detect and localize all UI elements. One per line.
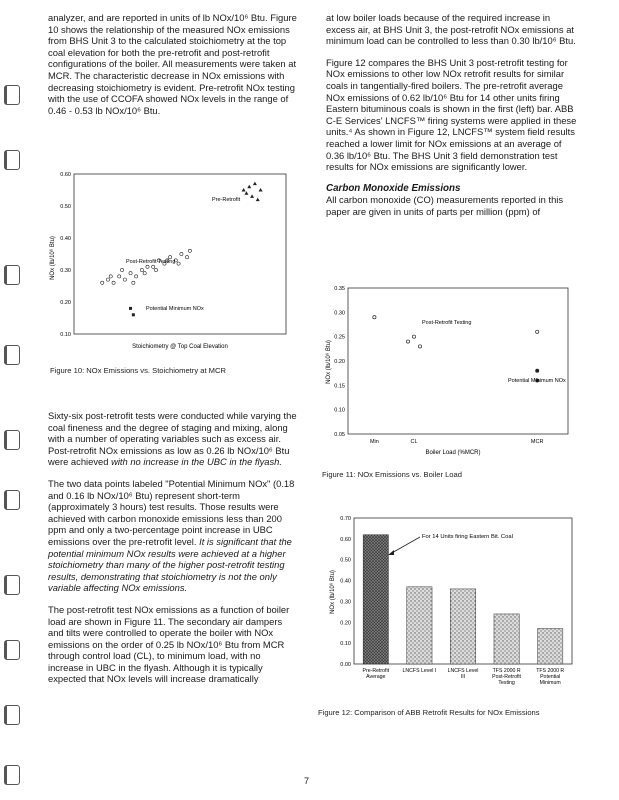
y-tick-label: 0.50 [340, 557, 351, 564]
paragraph: Sixty-six post-retrofit tests were conducted while varying the coal fineness and the degree of staging and mixing, along with a number of operating variables such as excess air. Post-retrofit NOx emissions as low as 0.26 lb NOx/10⁶ Btu were achieved with no increase in the UBC in the flyash. [48, 410, 297, 468]
data-point [109, 275, 112, 278]
data-point [536, 369, 539, 372]
plot-frame [348, 288, 568, 434]
arrow-head [388, 550, 394, 555]
data-point [112, 281, 115, 284]
figure-12-caption: Figure 12: Comparison of ABB Retrofit Results for NOx Emissions [318, 708, 540, 717]
fig12-ylabel: NOx (lb/10⁶ Btu) [330, 570, 336, 614]
data-point [253, 182, 257, 186]
data-point [185, 256, 188, 259]
data-point [132, 313, 135, 316]
data-point [250, 194, 254, 198]
data-point [118, 275, 121, 278]
fig11-xlabel: Boiler Load (%MCR) [425, 450, 481, 456]
data-point [412, 335, 415, 338]
paragraph: The two data points labeled "Potential Minimum NOx" (0.18 and 0.16 lb NOx/10⁶ Btu) represent short-term (approximately 3 hours) test results. Those results were achieved with carbon monoxide emissions less than 200 ppm and only a two-percentage point increase in UBC emissions over the pre-retrofit level. It is significant that the potential minimum NOx results were achieved at a higher stoichiometry than many of the higher post-retrofit testing results, demonstrating that stoichiometry is not the only variable affecting NOx emissions. [48, 477, 295, 594]
binder-hole [4, 85, 20, 105]
figure-11-chart [318, 282, 578, 460]
data-point [152, 265, 155, 268]
bar [538, 629, 563, 664]
y-tick-label: 0.30 [334, 310, 345, 317]
x-tick-label: CL [410, 439, 418, 445]
binder-hole [4, 490, 20, 510]
data-point [140, 268, 143, 271]
figure-11-caption: Figure 11: NOx Emissions vs. Boiler Load [322, 470, 462, 479]
paragraph: analyzer, and are reported in units of lb NOx/10⁶ Btu. Figure 10 shows the relationship of the measured NOx emissions from BHS Unit 3 to the calculated stoichiometry at the top coal elevation for both the pre-retrofit and post-retrofit configurations of the boiler. All measurements were taken at MCR. The characteristic decrease in NOx emissions with decreasing stoichiometry is evident. Pre-retrofit NOx testing with the use of CCOFA showed NOx levels in the range of 0.46 - 0.53 lb NOx/10⁶ Btu. [48, 12, 297, 116]
binder-hole [4, 765, 20, 785]
bar [363, 535, 388, 664]
x-tick-label: Pre-Retrofit Average [362, 668, 390, 680]
y-tick-label: 0.30 [340, 599, 351, 606]
bar [450, 589, 475, 664]
fig10-xlabel: Stoichiometry @ Top Coal Elevation [132, 344, 228, 350]
fig11-label-min: Potential Minimum NOx [508, 378, 566, 384]
y-tick-label: 0.10 [334, 407, 345, 414]
data-point [242, 188, 246, 192]
page-number: 7 [304, 776, 310, 786]
figure-12-chart [318, 512, 586, 702]
paragraph: The post-retrofit test NOx emissions as a function of boiler load are shown in Figure 11. The secondary air dampers and tilts were controlled to operate the boiler with NOx emissions on the order of 0.25 lb NOx/10⁶ Btu from MCR through control load (CL), to minimum load, with no increase in UBC in the flyash. Although it is typically expected that NOx levels will increase dramatically [48, 603, 290, 685]
right-column [326, 12, 580, 228]
y-tick-label: 0.50 [60, 204, 71, 210]
data-point [120, 268, 123, 271]
fig10-label-min: Potential Minimum NOx [146, 306, 204, 312]
binder-hole [4, 640, 20, 660]
left-column [48, 12, 298, 126]
y-tick-label: 0.20 [60, 300, 71, 306]
data-point [373, 316, 376, 319]
binder-hole [4, 265, 20, 285]
data-point [132, 281, 135, 284]
data-point [101, 281, 104, 284]
y-tick-label: 0.70 [340, 516, 351, 522]
fig11-ylabel: NOx (lb/10⁶ Btu) [326, 340, 332, 384]
y-tick-label: 0.40 [60, 236, 71, 242]
fig10-label-pre: Pre-Retrofit [212, 197, 241, 203]
binder-hole [4, 705, 20, 725]
x-tick-label: Min [369, 439, 379, 445]
left-column-lower [48, 410, 298, 695]
y-tick-label: 0.60 [340, 536, 351, 543]
binder-hole [4, 150, 20, 170]
data-point [106, 278, 109, 281]
data-point [129, 272, 132, 275]
y-tick-label: 0.05 [334, 432, 345, 438]
data-point [259, 188, 263, 192]
paragraph: All carbon monoxide (CO) measurements reported in this paper are given in units of parts per million (ppm) of [326, 194, 564, 217]
figure-10-chart [44, 168, 296, 358]
data-point [418, 345, 421, 348]
fig11-label-post: Post-Retrofit Testing [422, 320, 472, 326]
data-point [135, 275, 138, 278]
y-tick-label: 0.10 [340, 641, 351, 648]
data-point [188, 249, 191, 252]
y-tick-label: 0.35 [334, 286, 345, 292]
data-point [247, 185, 251, 189]
binder-hole [4, 430, 20, 450]
data-point [180, 252, 183, 255]
y-tick-label: 0.10 [60, 332, 71, 338]
paragraph: at low boiler loads because of the required increase in excess air, at BHS Unit 3, the post-retrofit NOx emissions at minimum load can be controlled to less than 0.30 lb/10⁶ Btu. [326, 12, 576, 47]
data-point [154, 268, 157, 271]
y-tick-label: 0.40 [340, 578, 351, 585]
section-heading: Carbon Monoxide Emissions [326, 182, 461, 194]
data-point [536, 330, 539, 333]
x-tick-label: TFS 2000 R Potential Minimum [536, 668, 565, 686]
paragraph: Figure 12 compares the BHS Unit 3 post-retrofit testing for NOx emissions to other low NOx retrofit results for similar coals in tangentially-fired boilers. The pre-retrofit average NOx emissions of 0.62 lb/10⁶ Btu for 14 other units firing Eastern bituminous coals is shown in the first (left) bar. ABB C-E Services' LNCFS™ firing systems were applied in these units.⁴ As shown in Figure 12, LNCFS™ system field results reached a lower limit for NOx emissions at an average of 0.36 lb/10⁶ Btu. The BHS Unit 3 field demonstration test results for NOx emissions are significantly lower. [326, 56, 577, 173]
x-tick-label: LNCFS Level I [402, 668, 437, 674]
data-point [129, 307, 132, 310]
fig10-ylabel: NOx (lb/10⁶ Btu) [50, 236, 56, 280]
data-point [256, 198, 260, 202]
binder-hole [4, 575, 20, 595]
data-point [123, 278, 126, 281]
y-tick-label: 0.60 [60, 172, 71, 178]
x-tick-label: LNCFS Level III [447, 668, 479, 680]
figure-10-caption: Figure 10: NOx Emissions vs. Stoichiometry at MCR [50, 366, 226, 375]
annotation-arrow [390, 537, 420, 554]
y-tick-label: 0.20 [334, 359, 345, 365]
y-tick-label: 0.00 [340, 662, 351, 668]
y-tick-label: 0.20 [340, 620, 351, 627]
x-tick-label: MCR [530, 439, 544, 445]
x-tick-label: TFS 2000 R Post-Retrofit Testing [492, 668, 522, 686]
data-point [143, 272, 146, 275]
bar [494, 614, 519, 664]
y-tick-label: 0.25 [334, 334, 345, 341]
y-tick-label: 0.30 [60, 268, 71, 274]
binder-hole [4, 345, 20, 365]
data-point [146, 265, 149, 268]
bar [407, 587, 432, 664]
data-point [177, 262, 180, 265]
data-point [244, 191, 248, 195]
data-point [406, 340, 409, 343]
fig12-annotation: For 14 Units firing Eastern Bit. Coal [422, 534, 513, 540]
fig10-label-post: Post-Retrofit Testing [126, 259, 176, 265]
y-tick-label: 0.15 [334, 383, 345, 390]
